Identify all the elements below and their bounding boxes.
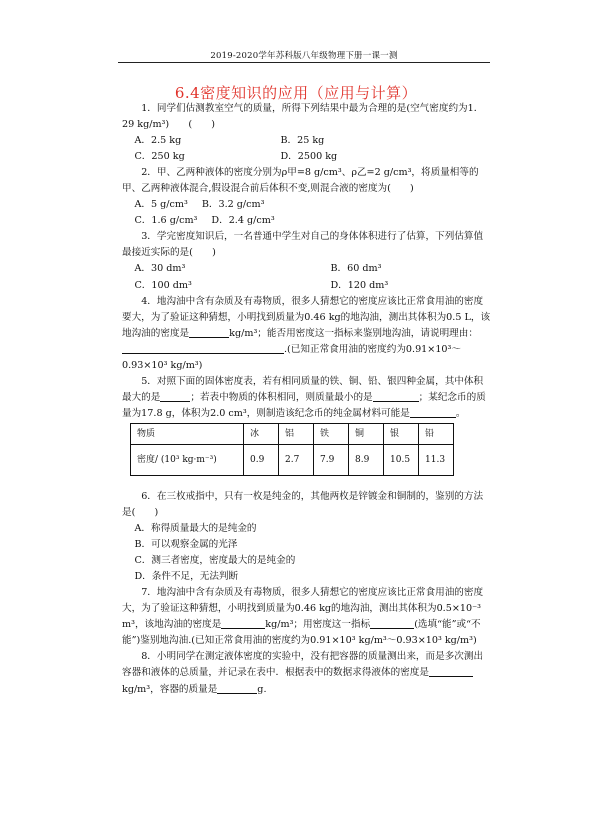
option: A．30 dm³ — [134, 263, 186, 275]
question-3-options — [122, 261, 492, 277]
density-table — [130, 423, 454, 476]
table-cell: 铝 — [279, 423, 314, 444]
question-5 — [122, 374, 492, 422]
table-cell: 铅 — [419, 423, 454, 444]
spacer — [122, 480, 492, 489]
option: D．2500 kg — [280, 151, 338, 163]
option: B．3.2 g/cm³ — [201, 199, 265, 211]
question-6-stem: 6．在三枚戒指中，只有一枚是纯金的，其他两枚是锌镀金和铜制的，鉴别的方法是( ) — [122, 490, 484, 518]
option: D．120 dm³ — [330, 279, 389, 291]
question-8-text-3: g. — [257, 683, 267, 695]
table-cell: 2.7 — [279, 444, 314, 475]
table-row — [131, 423, 454, 444]
option: A．称得质量最大的是纯金的 — [134, 523, 257, 535]
question-4 — [122, 294, 492, 342]
table-cell: 0.9 — [244, 444, 279, 475]
table-cell: 7.9 — [314, 444, 349, 475]
question-1-options — [122, 133, 492, 149]
option: A．5 g/cm³ — [134, 199, 188, 211]
question-8-text-1: 8．小明同学在测定液体密度的实验中，没有把容器的质量测出来，而是多次测出容器和液体的总质量，并记录在表中．根据表中的数据求得液体的密度是 — [122, 651, 484, 679]
option: C．测三者密度，密度最大的是纯金的 — [134, 555, 296, 567]
page-header: 2019-2020学年苏科版八年级物理下册一课一测 — [210, 51, 398, 61]
answer-blank[interactable] — [122, 342, 284, 354]
answer-blank[interactable] — [373, 390, 419, 402]
question-2-options — [122, 213, 492, 229]
question-2-stem: 2．甲、乙两种液体的密度分别为ρ甲=8 g/cm³、ρ乙=2 g/cm³，将质量相等的甲、乙两种液体混合,假设混合前后体积不变,则混合液的密度为( ) — [122, 167, 479, 195]
question-5-text-4: 。 — [455, 407, 466, 419]
question-1-options — [122, 149, 492, 165]
question-7 — [122, 585, 492, 649]
question-4-text-2: kg/m³；能否用密度这一指标来鉴别地沟油，请说明理由： — [229, 327, 478, 339]
question-4-text-1: 4．地沟油中含有杂质及有毒物质，很多人猜想它的密度应该比正常食用油的密度要大，为了验证这种猜想，小明找到质量为0.46 kg的地沟油，测出其体积为0.5 L，该地沟油的密度是 — [122, 295, 491, 339]
question-5-text-1: 5．对照下面的固体密度表，若有相同质量的铁、铜、铅、银四种金属，其中体积最大的是 — [122, 375, 484, 403]
answer-blank[interactable] — [221, 617, 265, 629]
option: C．250 kg — [134, 151, 185, 163]
question-2-options — [122, 197, 492, 213]
question-1-stem: 1．同学们估测教室空气的质量，所得下列结果中最为合理的是(空气密度约为1．29 kg/m³) ( ) — [122, 103, 484, 131]
table-cell: 铁 — [314, 423, 349, 444]
option: A．2.5 kg — [134, 135, 182, 147]
question-4-text-3: .(已知正常食用油的密度约为0.91×10³～0.93×10³ kg/m³) — [122, 343, 461, 371]
option: B．可以观察金属的光泽 — [134, 539, 238, 551]
answer-blank[interactable] — [429, 665, 473, 677]
header-rule — [118, 62, 490, 63]
question-4-cont — [122, 342, 492, 374]
answer-blank[interactable] — [217, 682, 257, 694]
option: B．25 kg — [280, 135, 325, 147]
question-5-text-2: ；若表中物质的体积相同，则质量最小的是 — [190, 391, 373, 403]
table-header-cell: 物质 — [131, 423, 244, 444]
option: B．60 dm³ — [330, 263, 382, 275]
table-row — [131, 444, 454, 475]
question-7-text-3: (选填“能”或“不能”)鉴别地沟油.(已知正常食用油的密度约为0.91×10³ kg/m³～0.93×10³ kg/m³) — [122, 619, 481, 647]
questions — [122, 101, 492, 698]
question-5-text-3: ；某纪念币的质量为17.8 g，体积为2.0 cm³，则制造该纪念币的纯金属材料可能是 — [122, 391, 486, 419]
answer-blank[interactable] — [160, 390, 190, 402]
table-cell: 铜 — [349, 423, 384, 444]
table-header-cell: 密度/ (10³ kg·m⁻³) — [131, 444, 244, 475]
table-cell: 11.3 — [419, 444, 454, 475]
table-cell: 冰 — [244, 423, 279, 444]
page-title: 6.4密度知识的应用（应用与计算） — [174, 84, 418, 102]
question-3-options — [122, 278, 492, 294]
option: C．1.6 g/cm³ — [134, 215, 198, 227]
question-7-text-1: 7．地沟油中含有杂质及有毒物质，很多人猜想它的密度应该比正常食用油的密度大，为了验证这种猜想，小明找到质量为0.46 kg的地沟油，测出其体积为0.5×10⁻³ m³，该地沟油的密度是 — [122, 587, 484, 631]
table-cell: 8.9 — [349, 444, 384, 475]
answer-blank[interactable] — [410, 406, 456, 418]
question-7-text-2: kg/m³；用密度这一指标 — [265, 619, 371, 631]
option: D．2.4 g/cm³ — [211, 215, 275, 227]
question-8 — [122, 649, 492, 697]
answer-blank[interactable] — [189, 326, 229, 338]
answer-blank[interactable] — [370, 617, 414, 629]
table-cell: 银 — [384, 423, 419, 444]
option: C．100 dm³ — [134, 279, 192, 291]
table-cell: 10.5 — [384, 444, 419, 475]
question-3-stem: 3．学完密度知识后，一名普通中学生对自己的身体体积进行了估算，下列估算值最接近实际的是( ) — [122, 231, 484, 259]
question-8-text-2: kg/m³，容器的质量是 — [122, 683, 218, 695]
option: D．条件不足，无法判断 — [134, 571, 239, 583]
